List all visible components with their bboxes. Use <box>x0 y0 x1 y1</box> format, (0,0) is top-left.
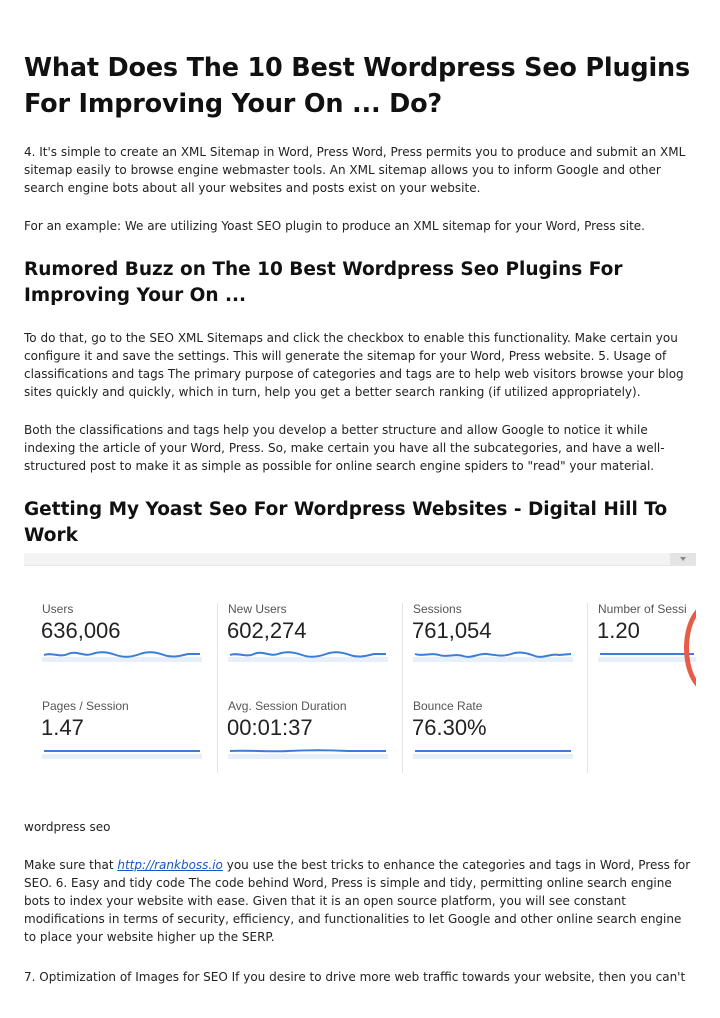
paragraph-images: 7. Optimization of Images for SEO If you desire to drive more web traffic towards your website, then you can't <box>24 970 686 984</box>
screenshot-topbar <box>24 553 696 566</box>
paragraph-text-end: you use the best tricks to enhance the categories and tags in Word, Press for SEO. 6. Easy and tidy code The code behind Word, Press is simple and tidy, permitting online search engine bots to index your website with ease. Given that it is an open source platform, you will see constant modifications in terms of security, efficiency, and functionalities to let Google and other online search engine to place your website higher up the SERP. <box>24 858 691 944</box>
metric-sessions-per-user <box>598 602 696 682</box>
divider <box>402 603 403 773</box>
analytics-screenshot <box>24 553 696 780</box>
paragraph-text-start: Make sure that <box>24 858 118 872</box>
metric-label: Users <box>42 602 74 616</box>
section-heading-rumored-buzz: Rumored Buzz on The 10 Best Wordpress Seo Plugins For Improving Your On ... <box>24 259 623 306</box>
sparkline <box>413 648 573 662</box>
metric-value: 602,274 <box>227 618 307 643</box>
paragraph-tags: Both the classifications and tags help you develop a better structure and allow Google to notice it while indexing the article of your Word, Press. So, make certain you have all the subcategories, and have a well-structured post to make it as simple as possible for online search engine spiders to "read" your material. <box>24 423 665 473</box>
metric-label: Avg. Session Duration <box>228 699 347 713</box>
metric-sessions <box>413 602 583 682</box>
sparkline <box>228 648 388 662</box>
metric-new-users <box>228 602 398 682</box>
metric-pages-per-session <box>42 699 212 779</box>
metric-label: Pages / Session <box>42 699 129 713</box>
metric-value: 00:01:37 <box>227 715 313 740</box>
paragraph-example: For an example: We are utilizing Yoast SEO plugin to produce an XML sitemap for your Word, Press site. <box>24 219 645 233</box>
metric-value: 636,006 <box>41 618 121 643</box>
metric-label: Sessions <box>413 602 462 616</box>
metric-value: 761,054 <box>412 618 492 643</box>
sparkline <box>42 745 202 759</box>
sparkline <box>228 745 388 759</box>
divider <box>217 603 218 773</box>
scroll-arrow-icon <box>670 553 696 565</box>
metric-value: 1.20 <box>597 618 640 643</box>
paragraph-categories: To do that, go to the SEO XML Sitemaps and click the checkbox to enable this functionality. Make certain you configure it and save the settings. This will generate the sitemap for your Word, Press website. 5. Usage of classifications and tags The primary purpose of categories and tags are to help web visitors browse your blog sites quickly and quickly, which in turn, help you get a better search ranking (if utilized appropriately). <box>24 331 684 399</box>
sparkline <box>598 648 696 662</box>
sparkline <box>413 745 573 759</box>
section-heading-yoast: Getting My Yoast Seo For Wordpress Websites - Digital Hill To Work <box>24 499 668 546</box>
metric-value: 1.47 <box>41 715 84 740</box>
paragraph-clean-code <box>24 856 696 946</box>
metric-bounce-rate <box>413 699 583 779</box>
metric-value: 76.30% <box>412 715 487 740</box>
page-title: What Does The 10 Best Wordpress Seo Plugins For Improving Your On ... Do? <box>24 53 690 119</box>
metric-label: Bounce Rate <box>413 699 483 713</box>
metric-avg-session-duration <box>228 699 398 779</box>
rankboss-link[interactable]: http://rankboss.io <box>117 858 223 872</box>
paragraph-sitemap: 4. It's simple to create an XML Sitemap in Word, Press Word, Press permits you to produce and submit an XML sitemap easily to browse engine webmaster tools. An XML sitemap allows you to inform Google and other search engine bots about all your websites and posts exist on your website. <box>24 145 686 195</box>
divider <box>587 603 588 773</box>
sparkline <box>42 648 202 662</box>
metric-users <box>42 602 212 682</box>
image-caption: wordpress seo <box>24 820 111 834</box>
metric-label: Number of Sessi <box>598 602 687 616</box>
metric-label: New Users <box>228 602 287 616</box>
